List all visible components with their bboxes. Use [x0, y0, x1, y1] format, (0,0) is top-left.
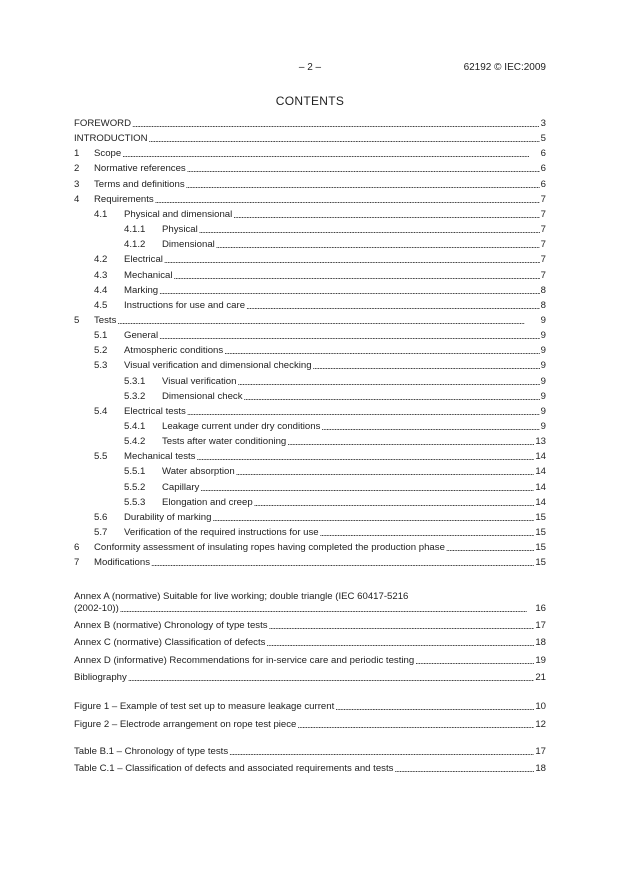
toc-entry-title: Dimensional	[162, 239, 215, 250]
toc-dot-leader	[415, 655, 534, 667]
toc-entry-page: 21	[535, 671, 546, 683]
toc-entry-page: 5	[540, 133, 546, 144]
toc-entry-title: Tests after water conditioning	[162, 436, 287, 447]
toc-entry-page: 7	[540, 239, 546, 250]
toc-entry-number: 5.3.1	[124, 376, 146, 387]
toc-entry-annex-a-line1[interactable]: Annex A (normative) Suitable for live working; double triangle (IEC 60417-5216	[74, 591, 409, 602]
toc-entry-title: Water absorption	[162, 466, 235, 477]
toc-dot-leader	[187, 163, 540, 175]
toc-entry[interactable]	[74, 637, 546, 649]
toc-dot-leader	[224, 345, 539, 357]
toc-entry-page: 17	[535, 620, 546, 631]
toc-entry-number: 3	[74, 179, 80, 190]
toc-dot-leader	[155, 194, 540, 206]
toc-entry-page: 9	[540, 376, 546, 387]
toc-entry-title: Visual verification	[162, 376, 237, 387]
toc-dot-leader	[164, 254, 540, 266]
toc-entry-page: 18	[535, 763, 546, 774]
toc-entry-title: General	[124, 330, 159, 341]
toc-dot-leader	[120, 603, 535, 615]
toc-entry-page: 15	[535, 512, 546, 523]
toc-entry-page: 9	[540, 360, 546, 371]
toc-dot-leader	[237, 376, 539, 388]
toc-dot-leader	[122, 148, 539, 160]
toc-entry-title: Electrical	[124, 254, 163, 265]
toc-entry[interactable]	[74, 542, 546, 554]
document-id: 62192 © IEC:2009	[463, 62, 546, 73]
toc-entry-title: Leakage current under dry conditions	[162, 421, 321, 432]
toc-entry-page: 19	[535, 654, 546, 666]
toc-entry-page: 13	[535, 436, 546, 447]
toc-entry-page: 12	[535, 719, 546, 730]
toc-dot-leader	[446, 542, 534, 554]
toc-dot-leader	[132, 118, 540, 130]
toc-entry-page: 9	[540, 330, 546, 341]
toc-entry-page: 6	[540, 163, 546, 174]
toc-dot-leader	[149, 133, 540, 145]
toc-entry-title: Annex D (informative) Recommendations for in-service care and periodic testing	[74, 654, 415, 666]
toc-dot-leader	[320, 527, 535, 539]
toc-dot-leader	[321, 421, 539, 433]
toc-entry-number: 2	[74, 163, 80, 174]
toc-entry-page: 9	[540, 315, 546, 326]
toc-dot-leader	[151, 557, 534, 569]
toc-entry-number: 4.1	[94, 209, 108, 220]
toc-entry-title: Conformity assessment of insulating ropes having completed the production phase	[94, 542, 445, 553]
toc-entry-number: 5.5.3	[124, 497, 146, 508]
toc-dot-leader	[199, 224, 540, 236]
toc-dot-leader	[244, 391, 540, 403]
toc-entry-page: 15	[535, 542, 546, 553]
toc-entry-page: 7	[540, 209, 546, 220]
toc-dot-leader	[229, 746, 534, 758]
toc-entry-number: 4.3	[94, 270, 108, 281]
toc-entry[interactable]	[74, 133, 546, 145]
toc-dot-leader	[233, 209, 539, 221]
toc-entry-number: 5.3	[94, 360, 108, 371]
toc-entry-title: Verification of the required instructions for use	[124, 527, 319, 538]
toc-entry-number: 1	[74, 148, 80, 159]
toc-entry[interactable]	[74, 285, 546, 297]
toc-entry-title: Normative references	[94, 163, 186, 174]
toc-entry-title: Tests	[94, 315, 117, 326]
toc-entry[interactable]	[74, 527, 546, 539]
toc-dot-leader	[196, 451, 534, 463]
toc-entry[interactable]	[74, 451, 546, 463]
toc-entry-title: Physical	[162, 224, 198, 235]
toc-dot-leader	[159, 330, 540, 342]
toc-entry[interactable]	[74, 376, 546, 388]
toc-entry-number: 5.3.2	[124, 391, 146, 402]
toc-entry-page: 15	[535, 557, 546, 568]
toc-entry-title: Elongation and creep	[162, 497, 253, 508]
toc-entry[interactable]	[74, 148, 546, 160]
toc-entry-title: FOREWORD	[74, 118, 132, 129]
toc-entry-title: Atmospheric conditions	[124, 345, 224, 356]
toc-entry-title: Instructions for use and care	[124, 300, 246, 311]
toc-entry-number: 5.7	[94, 527, 108, 538]
toc-dot-leader	[287, 436, 534, 448]
toc-entry[interactable]	[74, 254, 546, 266]
toc-entry-number: 5.5.1	[124, 466, 146, 477]
toc-entry[interactable]	[74, 719, 546, 731]
toc-entry-title: Bibliography	[74, 671, 127, 683]
toc-entry-number: 5.6	[94, 512, 108, 523]
toc-entry[interactable]	[74, 655, 546, 667]
toc-entry-page: 9	[540, 421, 546, 432]
toc-entry[interactable]	[74, 224, 546, 236]
toc-entry-page: 9	[540, 345, 546, 356]
toc-entry-page: 7	[540, 224, 546, 235]
toc-entry-number: 5.4.2	[124, 436, 146, 447]
toc-entry-number: 5	[74, 315, 80, 326]
toc-entry-number: 5.5.2	[124, 482, 146, 493]
toc-entry-number: 4.2	[94, 254, 108, 265]
toc-entry[interactable]	[74, 421, 546, 433]
toc-entry[interactable]	[74, 436, 546, 448]
toc-entry[interactable]	[74, 179, 546, 191]
toc-entry[interactable]	[74, 406, 546, 418]
toc-dot-leader	[128, 672, 535, 684]
toc-entry-page: 7	[540, 254, 546, 265]
toc-entry[interactable]	[74, 360, 546, 372]
toc-dot-leader	[216, 239, 540, 251]
toc-entry-page: 16	[535, 603, 546, 614]
toc-entry[interactable]	[74, 466, 546, 478]
toc-entry[interactable]	[74, 330, 546, 342]
toc-entry-number: 7	[74, 557, 80, 568]
toc-entry-page: 6	[540, 148, 546, 159]
toc-dot-leader	[254, 497, 535, 509]
toc-entry[interactable]	[74, 746, 546, 758]
toc-entry[interactable]	[74, 270, 546, 282]
toc-entry-title: Figure 1 – Example of test set up to measure leakage current	[74, 701, 335, 712]
toc-dot-leader	[335, 701, 534, 713]
toc-dot-leader	[117, 315, 539, 327]
toc-entry-page: 10	[535, 701, 546, 712]
toc-entry-number: 5.4.1	[124, 421, 146, 432]
toc-entry[interactable]	[74, 194, 546, 206]
toc-entry[interactable]	[74, 239, 546, 251]
toc-entry[interactable]	[74, 701, 546, 713]
toc-entry-title: Terms and definitions	[94, 179, 185, 190]
toc-entry[interactable]	[74, 512, 546, 524]
toc-entry[interactable]	[74, 763, 546, 775]
toc-entry-title: (2002-10))	[74, 603, 119, 614]
toc-entry-page: 17	[535, 746, 546, 757]
toc-entry-title: Figure 2 – Electrode arrangement on rope test piece	[74, 719, 297, 730]
toc-entry-number: 5.5	[94, 451, 108, 462]
toc-entry-title: INTRODUCTION	[74, 133, 148, 144]
toc-entry-number: 4.1.2	[124, 239, 146, 250]
page-number: – 2 –	[298, 62, 322, 73]
toc-entry-number: 4.4	[94, 285, 108, 296]
toc-entry-title: Scope	[94, 148, 122, 159]
toc-dot-leader	[186, 179, 540, 191]
toc-entry-page: 7	[540, 270, 546, 281]
toc-entry-number: 5.4	[94, 406, 108, 417]
toc-dot-leader	[236, 466, 535, 478]
toc-entry-number: 4.1.1	[124, 224, 146, 235]
toc-entry-page: 8	[540, 300, 546, 311]
toc-entry-title: Requirements	[94, 194, 154, 205]
toc-entry[interactable]	[74, 620, 546, 632]
toc-entry[interactable]	[74, 345, 546, 357]
toc-entry-page: 7	[540, 194, 546, 205]
toc-entry-page: 14	[535, 497, 546, 508]
toc-dot-leader	[266, 637, 534, 649]
toc-entry-page: 14	[535, 466, 546, 477]
toc-entry-title: Marking	[124, 285, 159, 296]
toc-entry-page: 14	[535, 482, 546, 493]
toc-entry-page: 15	[535, 527, 546, 538]
toc-entry-title: Capillary	[162, 482, 200, 493]
toc-entry-title: Electrical tests	[124, 406, 186, 417]
toc-entry[interactable]	[74, 209, 546, 221]
toc-dot-leader	[297, 719, 534, 731]
toc-dot-leader	[394, 763, 534, 775]
toc-entry-page: 14	[535, 451, 546, 462]
toc-dot-leader	[159, 285, 540, 297]
toc-entry[interactable]	[74, 118, 546, 130]
toc-dot-leader	[200, 482, 534, 494]
toc-entry[interactable]	[74, 497, 546, 509]
toc-entry-title: Annex C (normative) Classification of defects	[74, 637, 266, 649]
toc-entry-page: 9	[540, 391, 546, 402]
toc-dot-leader	[212, 512, 534, 524]
toc-entry-page: 6	[540, 179, 546, 190]
toc-entry-title: Dimensional check	[162, 391, 243, 402]
toc-entry-title: Table C.1 – Classification of defects and associated requirements and tests	[74, 763, 394, 774]
toc-entry-number: 4	[74, 194, 80, 205]
toc-entry[interactable]	[74, 482, 546, 494]
toc-dot-leader	[246, 300, 540, 312]
toc-entry-title: Table B.1 – Chronology of type tests	[74, 746, 229, 757]
toc-entry-page: 9	[540, 406, 546, 417]
toc-dot-leader	[269, 620, 535, 632]
toc-entry-number: 4.5	[94, 300, 108, 311]
toc-entry-page: 8	[540, 285, 546, 296]
toc-entry[interactable]	[74, 557, 546, 569]
toc-entry-number: 6	[74, 542, 80, 553]
toc-entry-number: 5.2	[94, 345, 108, 356]
toc-entry[interactable]	[74, 391, 546, 403]
toc-entry-title: Physical and dimensional	[124, 209, 233, 220]
toc-entry-title: Durability of marking	[124, 512, 212, 523]
toc-entry-title: Visual verification and dimensional checking	[124, 360, 312, 371]
toc-entry[interactable]	[74, 672, 546, 684]
toc-entry-annex-a[interactable]	[74, 603, 546, 615]
toc-dot-leader	[313, 360, 540, 372]
toc-dot-leader	[174, 270, 540, 282]
toc-entry[interactable]	[74, 315, 546, 327]
toc-entry-title: Modifications	[94, 557, 150, 568]
toc-entry-number: 5.1	[94, 330, 108, 341]
toc-entry[interactable]	[74, 300, 546, 312]
page-title: CONTENTS	[275, 94, 345, 108]
toc-entry-page: 3	[540, 118, 546, 129]
toc-entry[interactable]	[74, 163, 546, 175]
toc-dot-leader	[187, 406, 540, 418]
toc-entry-title: Mechanical tests	[124, 451, 196, 462]
toc-entry-page: 18	[535, 637, 546, 649]
toc-entry-title: Annex B (normative) Chronology of type tests	[74, 620, 268, 631]
toc-entry-title: Mechanical	[124, 270, 173, 281]
